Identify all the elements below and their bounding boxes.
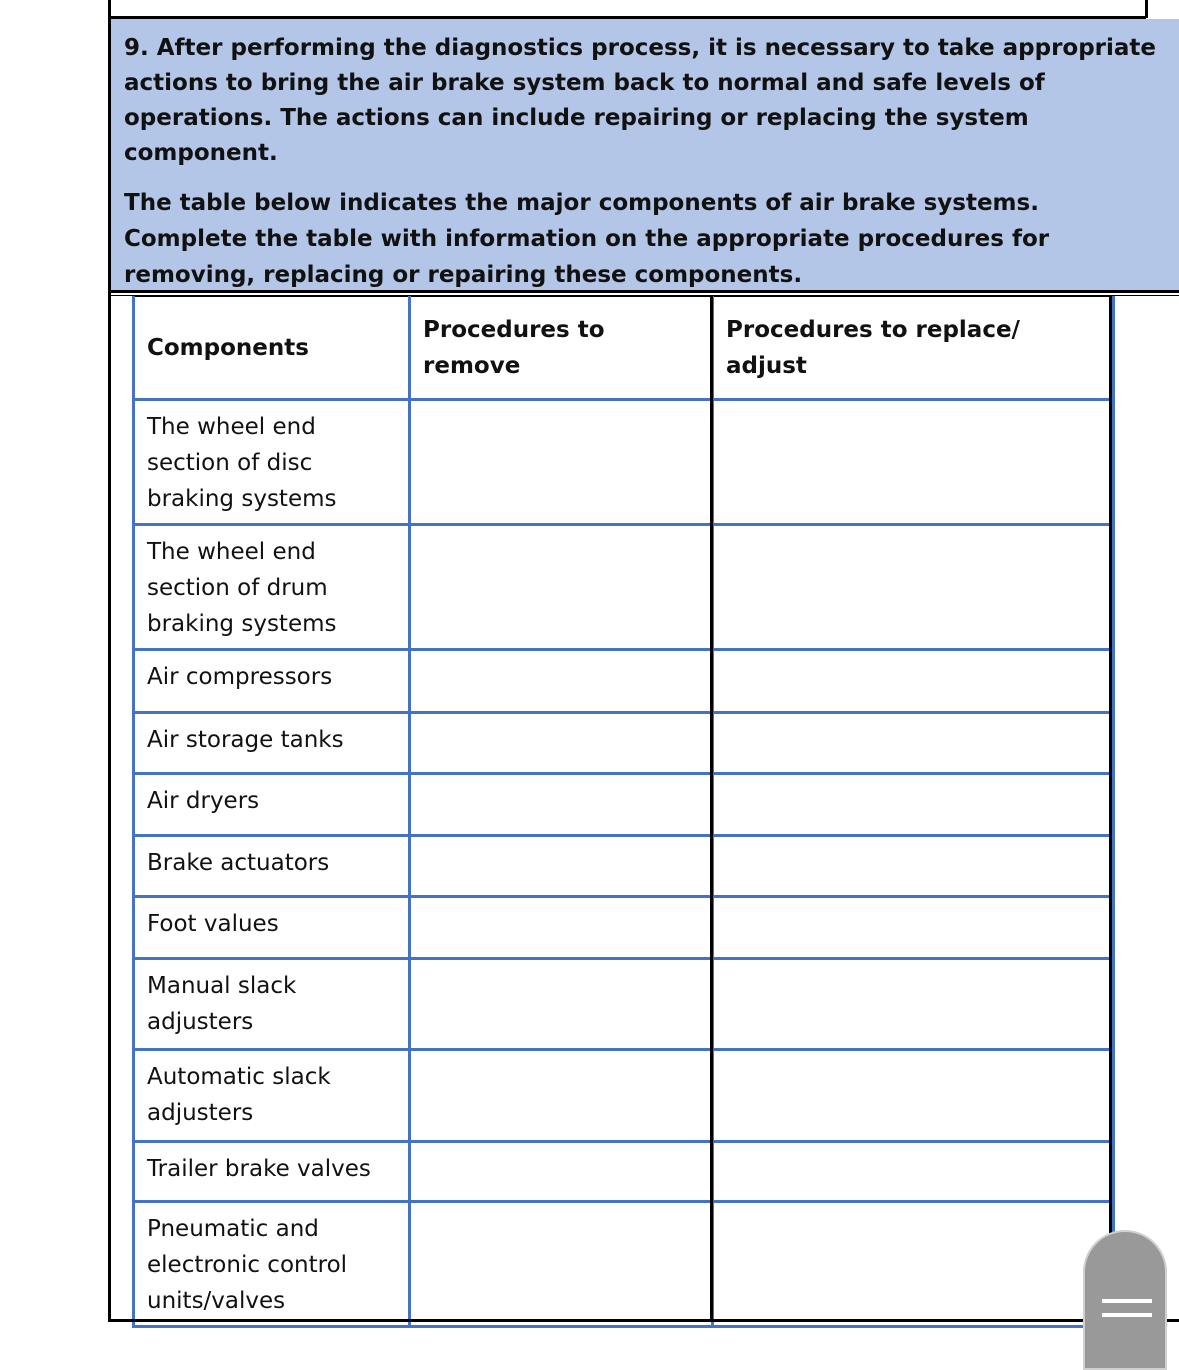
remove-procedure-cell[interactable] xyxy=(410,959,713,1050)
remove-procedure-cell[interactable] xyxy=(410,650,713,713)
header-components: Components xyxy=(134,297,410,400)
component-cell: Brake actuators xyxy=(134,836,410,897)
remove-procedure-cell[interactable] xyxy=(410,1050,713,1142)
component-cell: The wheel end section of drum braking systems xyxy=(134,525,410,650)
replace-procedure-cell[interactable] xyxy=(713,713,1114,774)
table-bottom-border xyxy=(108,1319,1179,1322)
page-frame-right xyxy=(1145,0,1148,18)
component-cell: Air compressors xyxy=(134,650,410,713)
table-row xyxy=(134,1050,1114,1142)
component-cell: The wheel end section of disc braking systems xyxy=(134,400,410,525)
table-row xyxy=(134,400,1114,525)
table-right-border xyxy=(1109,296,1112,1322)
component-cell: Trailer brake valves xyxy=(134,1142,410,1202)
replace-procedure-cell[interactable] xyxy=(713,836,1114,897)
header-procedures-replace: Procedures to replace/ adjust xyxy=(713,297,1114,400)
replace-procedure-cell[interactable] xyxy=(713,1142,1114,1202)
replace-procedure-cell[interactable] xyxy=(713,897,1114,959)
replace-procedure-cell[interactable] xyxy=(713,959,1114,1050)
table-row xyxy=(134,1142,1114,1202)
table-row xyxy=(134,525,1114,650)
remove-procedure-cell[interactable] xyxy=(410,836,713,897)
component-cell: Air dryers xyxy=(134,774,410,836)
remove-procedure-cell[interactable] xyxy=(410,1202,713,1327)
remove-procedure-cell[interactable] xyxy=(410,774,713,836)
components-table xyxy=(132,296,1115,1328)
replace-procedure-cell[interactable] xyxy=(713,650,1114,713)
remove-procedure-cell[interactable] xyxy=(410,713,713,774)
grip-icon xyxy=(1102,1299,1152,1303)
table-row xyxy=(134,1202,1114,1327)
remove-procedure-cell[interactable] xyxy=(410,400,713,525)
replace-procedure-cell[interactable] xyxy=(713,1202,1114,1327)
replace-procedure-cell[interactable] xyxy=(713,774,1114,836)
component-cell: Pneumatic and electronic control units/valves xyxy=(134,1202,410,1327)
replace-procedure-cell[interactable] xyxy=(713,525,1114,650)
component-cell: Air storage tanks xyxy=(134,713,410,774)
column-divider xyxy=(710,296,713,1322)
table-header-row xyxy=(134,297,1114,400)
header-procedures-remove: Procedures to remove xyxy=(410,297,713,400)
table-row xyxy=(134,713,1114,774)
remove-procedure-cell[interactable] xyxy=(410,1142,713,1202)
table-row xyxy=(134,650,1114,713)
question-panel xyxy=(111,19,1179,290)
replace-procedure-cell[interactable] xyxy=(713,400,1114,525)
table-row xyxy=(134,836,1114,897)
question-text: 9. After performing the diagnostics process, it is necessary to take appropriate actions to bring the air brake system back to normal and safe levels of operations. The actions can include repairing or replacing the system component. xyxy=(124,35,1157,166)
grip-icon xyxy=(1102,1313,1152,1317)
table-row xyxy=(134,774,1114,836)
remove-procedure-cell[interactable] xyxy=(410,897,713,959)
replace-procedure-cell[interactable] xyxy=(713,1050,1114,1142)
scroll-handle[interactable] xyxy=(1083,1230,1167,1370)
component-cell: Manual slack adjusters xyxy=(134,959,410,1050)
component-cell: Foot values xyxy=(134,897,410,959)
table-row xyxy=(134,897,1114,959)
table-row xyxy=(134,959,1114,1050)
instruction-text: The table below indicates the major components of air brake systems. Complete the table with information on the appropriate procedures for removing, replacing or repairing these components. xyxy=(124,190,1050,288)
remove-procedure-cell[interactable] xyxy=(410,525,713,650)
panel-divider xyxy=(108,290,1179,293)
component-cell: Automatic slack adjusters xyxy=(134,1050,410,1142)
